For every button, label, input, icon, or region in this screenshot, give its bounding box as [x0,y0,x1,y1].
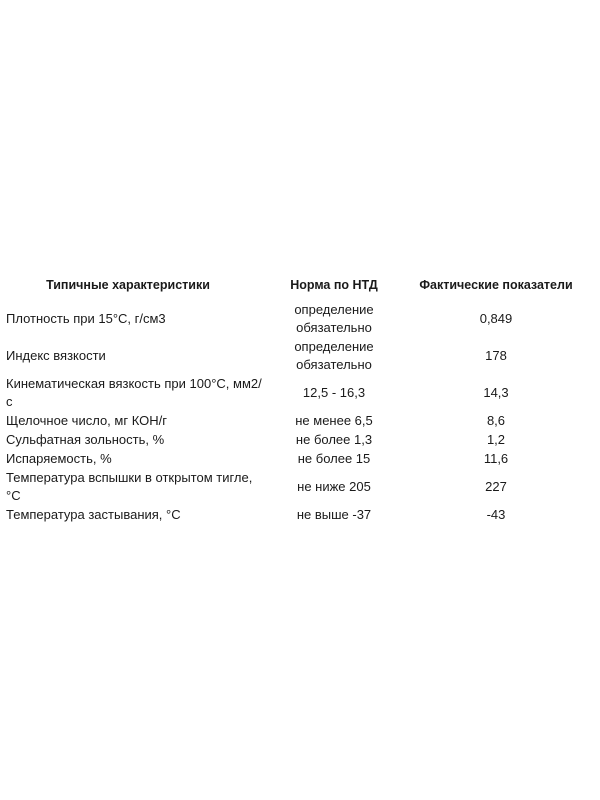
row-characteristic: Кинематическая вязкость при 100°С, мм2/с [6,375,262,409]
row-norm: 12,5 - 16,3 [302,384,366,400]
table-row [4,337,596,374]
table-row [4,374,596,411]
specifications-table [4,276,596,524]
row-actual: 178 [485,347,507,363]
row-characteristic: Температура вспышки в открытом тигле, °С [6,469,253,503]
row-characteristic: Щелочное число, мг КОН/г [6,412,167,428]
row-actual: -43 [486,506,506,522]
header-characteristic: Типичные характеристики [46,278,210,292]
row-characteristic: Сульфатная зольность, % [6,431,165,447]
row-characteristic: Температура застывания, °С [6,506,181,522]
header-norm: Норма по НТД [290,278,378,292]
row-norm: определение обязательно [294,301,374,335]
table-row [4,300,596,337]
row-norm: не более 1,3 [295,431,373,447]
table-row [4,505,596,524]
row-norm: не более 15 [297,450,371,466]
row-norm: не выше -37 [296,506,372,522]
row-characteristic: Испаряемость, % [6,450,112,466]
row-actual: 8,6 [486,412,506,428]
table-row [4,468,596,505]
row-actual: 11,6 [483,450,509,466]
table-header-row [4,276,596,300]
row-norm: определение обязательно [294,338,374,372]
table-row [4,430,596,449]
row-characteristic: Индекс вязкости [6,347,106,363]
row-norm: не ниже 205 [297,478,371,494]
row-actual: 14,3 [483,384,509,400]
table-row [4,411,596,430]
header-actual: Фактические показатели [419,278,573,292]
row-norm: не менее 6,5 [295,412,373,428]
row-actual: 227 [485,478,507,494]
row-actual: 0,849 [479,310,513,326]
row-characteristic: Плотность при 15°С, г/см3 [6,310,166,326]
row-actual: 1,2 [486,431,506,447]
table-row [4,449,596,468]
